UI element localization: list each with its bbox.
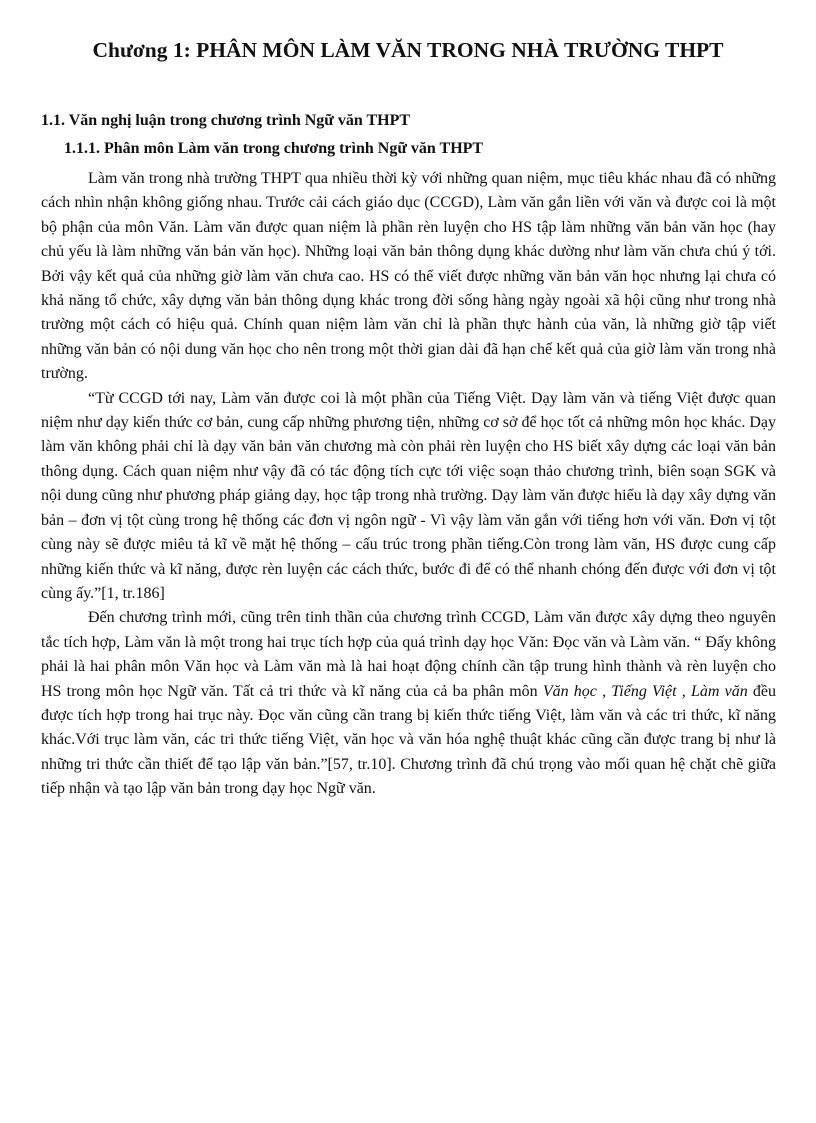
paragraph-3	[41, 606, 776, 801]
subsection-heading: 1.1.1. Phân môn Làm văn trong chương trình Ngữ văn THPT	[64, 140, 484, 157]
paragraph-3-italic-subjects: Văn học , Tiếng Việt , Làm văn	[542, 682, 748, 700]
body-text	[41, 167, 776, 802]
chapter-title: Chương 1: PHÂN MÔN LÀM VĂN TRONG NHÀ TRƯỜNG THPT	[92, 38, 724, 62]
paragraph-3-text-start: Đến chương trình mới, cũng trên tinh thần của chương trình CCGD, Làm văn được xây dựng theo nguyên tắc tích hợp, Làm văn là một trong hai trục tích hợp của quá trình dạy học Văn: Đọc văn và Làm văn. “ Đấy không phải là hai phân môn Văn học và Làm văn mà là hai hoạt động chính cần tập trung hình thành và rèn luyện cho HS trong môn học Ngữ văn. Tất cả tri thức và kĩ năng của cả ba phân môn	[41, 609, 776, 700]
paragraph-1: Làm văn trong nhà trường THPT qua nhiều thời kỳ với những quan niệm, mục tiêu khác nhau đã có những cách nhìn nhận không giống nhau. Trước cải cách giáo dục (CCGD), Làm văn gắn liền với văn và được coi là một bộ phận của môn Văn. Làm văn được quan niệm là phần rèn luyện cho HS tập làm những văn bản văn học (hay chủ yếu là làm những văn bản văn học). Những loại văn bản thông dụng khác dường như làm văn chưa chú ý tới. Bởi vậy kết quả của những giờ làm văn chưa cao. HS có thể viết được những văn bản văn học nhưng lại chưa có khả năng tổ chức, xây dựng văn bản thông dụng khác trong đời sống hàng ngày ngoài xã hội cũng như trong nhà trường một cách có hiệu quả. Chính quan niệm làm văn chỉ là phần thực hành của văn, là những giờ tập viết những văn bản có nội dung văn học cho nên trong một thời gian dài đã hạn chế kết quả của giờ làm văn trong nhà trường.	[41, 170, 776, 383]
paragraph-3-text-end: đều được tích hợp trong hai trục này. Đọc văn cũng cần trang bị kiến thức tiếng Việt, làm văn và các tri thức, kĩ năng khác.Với trục làm văn, các tri thức tiếng Việt, văn học và văn hóa nghệ thuật khác cũng cần được trang bị như là những tri thức cần thiết để tạo lập văn bản.”[57, tr.10]. Chương trình đã chú trọng vào mối quan hệ chặt chẽ giữa tiếp nhận và tạo lập văn bản trong dạy học Ngữ văn.	[41, 682, 776, 798]
paragraph-2: “Từ CCGD tới nay, Làm văn được coi là một phần của Tiếng Việt. Dạy làm văn và tiếng Việt được quan niệm như dạy kiến thức cơ bản, cung cấp những phương tiện, những cơ sở để học tốt cả những môn học khác. Dạy làm văn không phải chỉ là dạy văn bản văn chương mà còn phải rèn luyện cho HS biết xây dựng các loại văn bản thông dụng. Cách quan niệm như vậy đã có tác động tích cực tới việc soạn thảo chương trình, biên soạn SGK và nội dung cũng như phương pháp giảng dạy, học tập trong nhà trường. Dạy làm văn được hiểu là dạy xây dựng văn bản – đơn vị tột cùng trong hệ thống các đơn vị ngôn ngữ - Vì vậy làm văn gắn với tiếng hơn với văn. Đơn vị tột cùng này sẽ được miêu tả kĩ về mặt hệ thống – cấu trúc trong phần tiếng.Còn trong làm văn, HS được cung cấp những kiến thức và kĩ năng, được rèn luyện các cách thức, bước đi để có thể nhanh chóng đến được với đơn vị tột cùng ấy.”[1, tr.186]	[41, 389, 776, 602]
section-heading: 1.1. Văn nghị luận trong chương trình Ngữ văn THPT	[41, 112, 411, 129]
